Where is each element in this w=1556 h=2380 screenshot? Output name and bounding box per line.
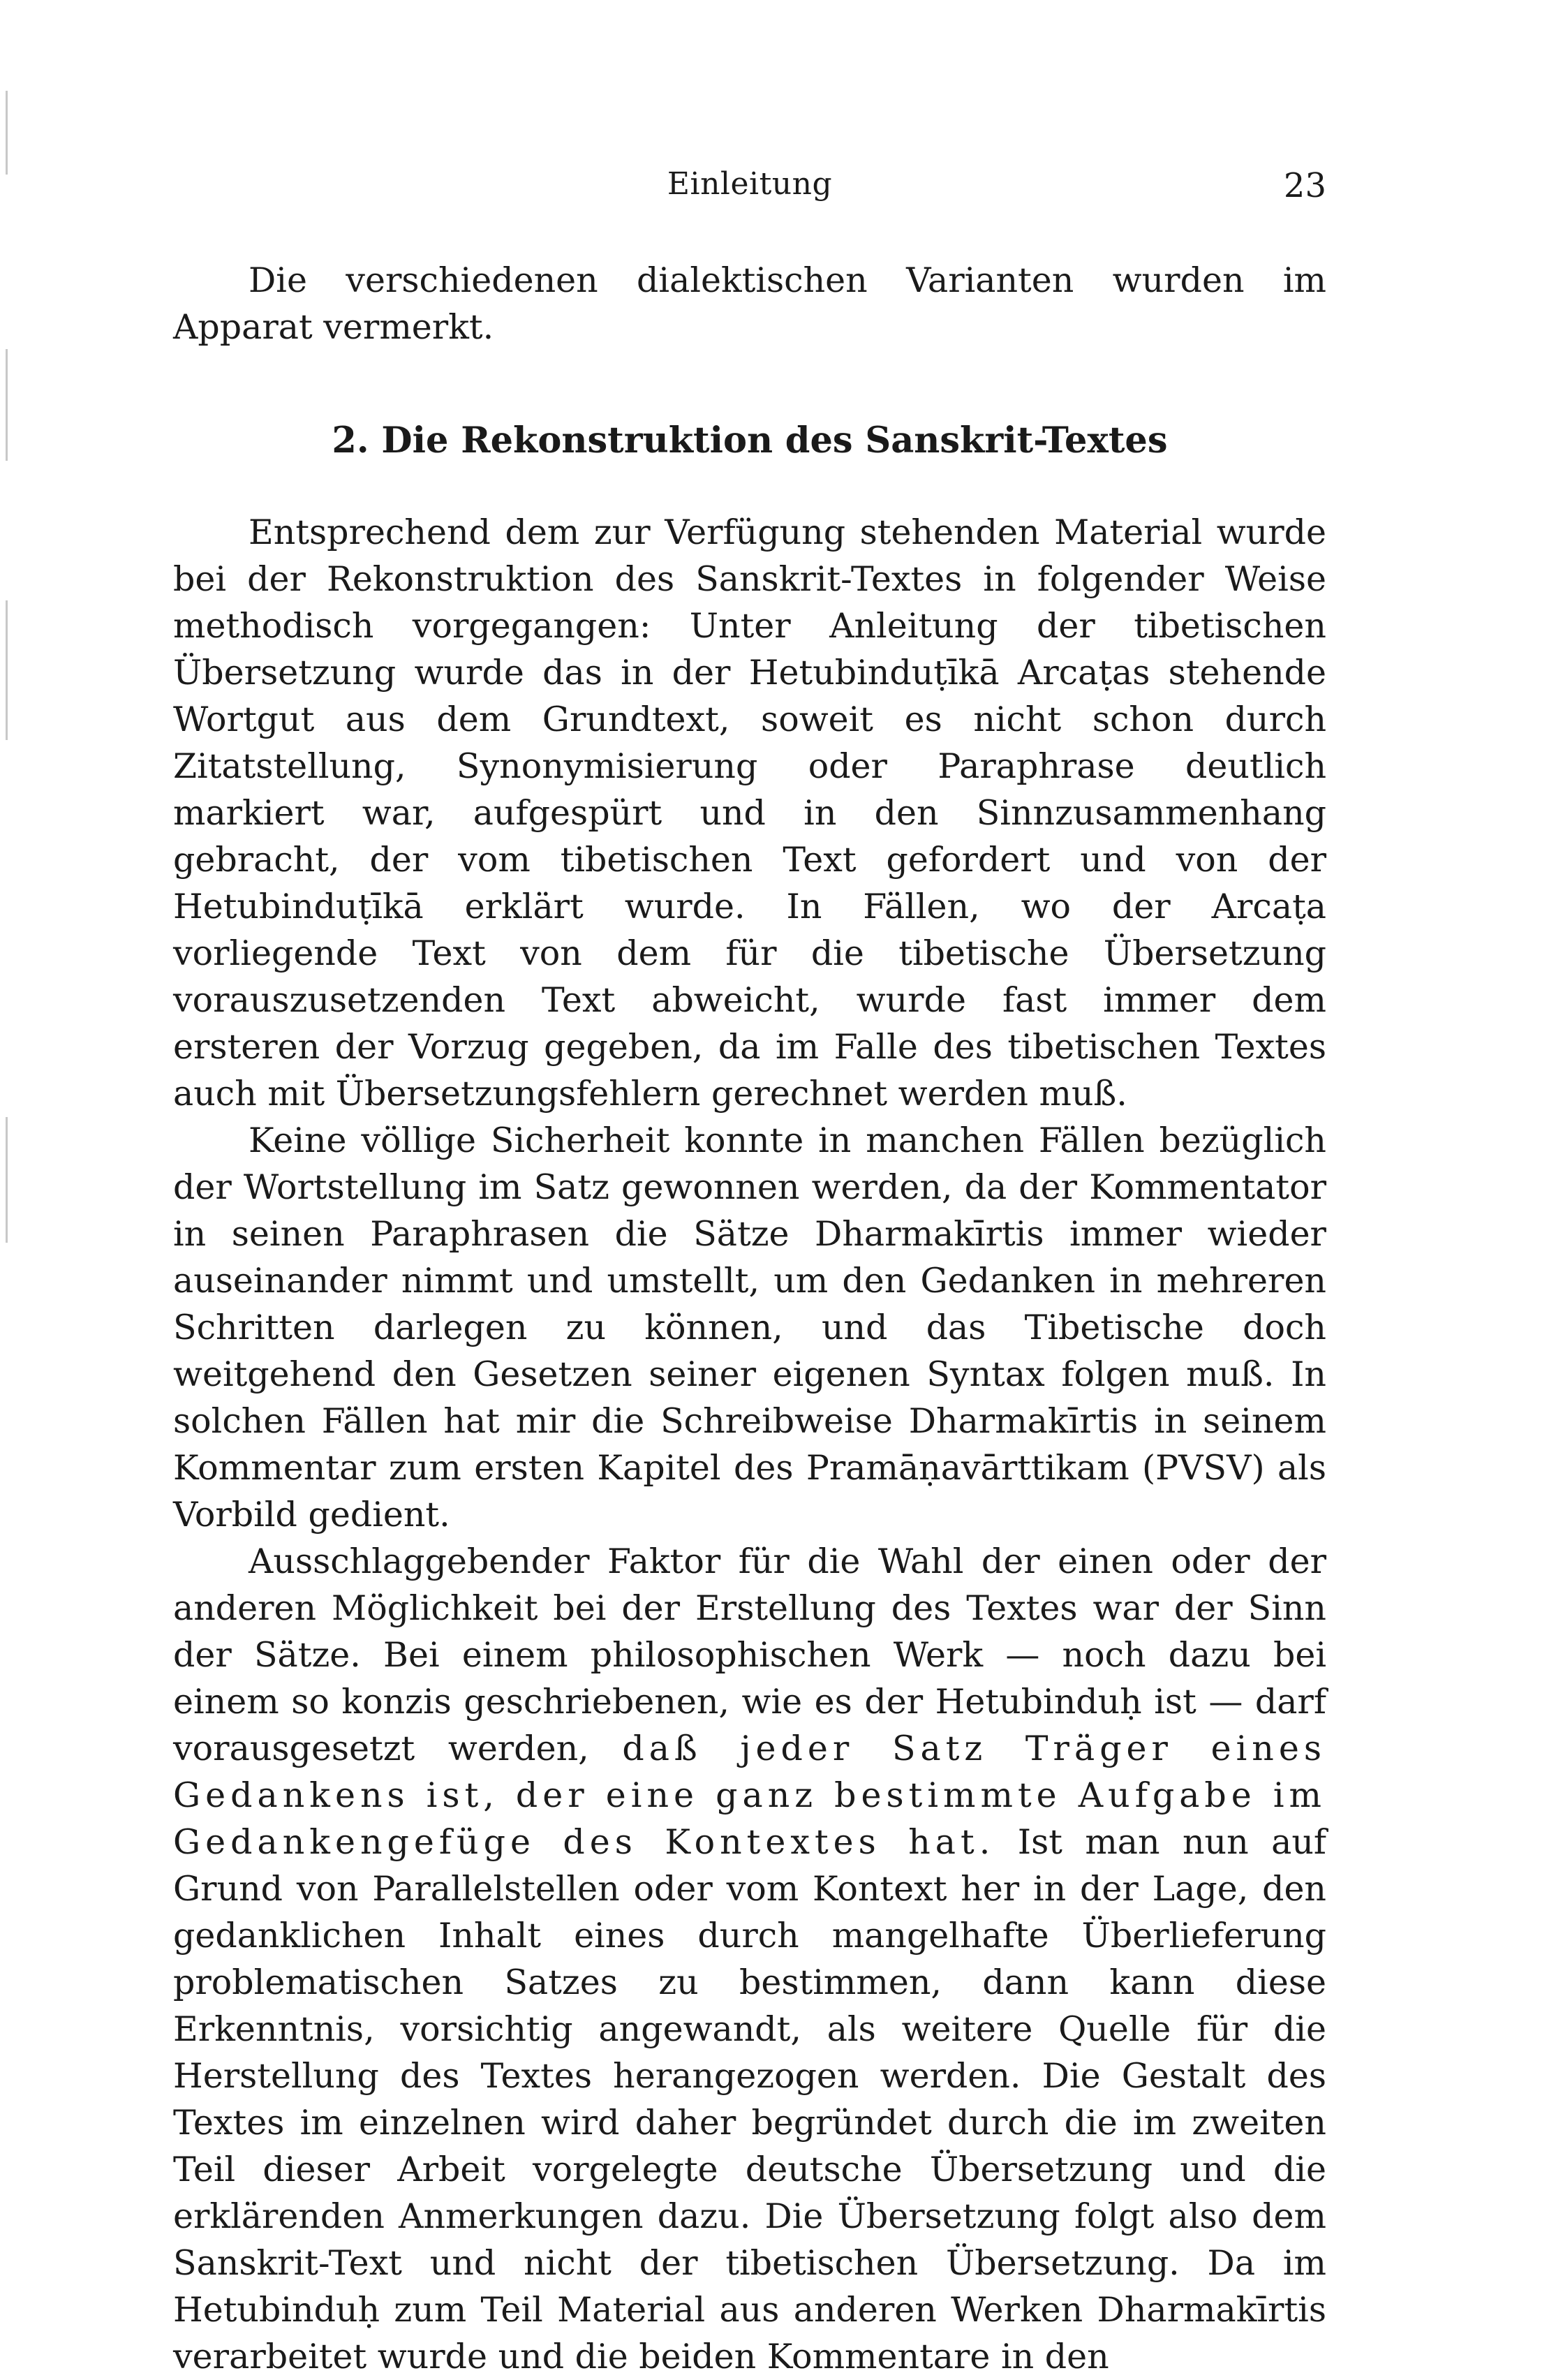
intro-paragraph: Die verschiedenen dialektischen Varianten wurden im Apparat vermerkt.	[173, 260, 1326, 347]
scan-edge-mark	[6, 91, 8, 175]
paragraph-1: Entsprechend dem zur Verfügung stehenden Material wurde bei der Rekonstruktion des Sanskrit-Textes in folgender Weise methodisch vorgegangen: Unter Anleitung der tibetischen Übersetzung wurde das in der Hetubinduṭīkā Arcaṭas stehende Wortgut aus dem Grundtext, soweit es nicht schon durch Zitatstellung, Synonymisierung oder Paraphrase deutlich markiert war, aufgespürt und in den Sinnzusammenhang gebracht, der vom tibetischen Text gefordert und von der Hetubinduṭīkā erklärt wurde. In Fällen, wo der Arcaṭa vorliegende Text von dem für die tibetische Übersetzung vorauszusetzenden Text abweicht, wurde fast immer dem ersteren der Vorzug gegeben, da im Falle des tibetischen Textes auch mit Übersetzungsfehlern gerechnet werden muß.	[173, 512, 1326, 1114]
paragraph-3	[173, 1538, 1326, 2380]
page-number: 23	[1283, 166, 1326, 205]
running-head: Einleitung	[667, 166, 833, 202]
section-heading: 2. Die Rekonstruktion des Sanskrit-Textes	[332, 420, 1168, 461]
page-header	[173, 166, 1326, 222]
scan-edge-mark	[6, 600, 8, 740]
scan-edge-mark	[6, 349, 8, 461]
paragraph-3-emphasis: daß jeder Satz Träger eines Gedankens ist, der eine ganz bestimmte Aufgabe im Gedankengefüge des Kontextes hat.	[173, 1729, 1326, 1862]
scan-edge-mark	[6, 1117, 8, 1243]
paragraph-3-part-1: Ausschlaggebender Faktor für die Wahl der einen oder der anderen Möglichkeit bei der Erstellung des Textes war der Sinn der Sätze. Bei einem philosophischen Werk — noch dazu bei einem so konzis geschriebenen, wie es der Hetubinduḥ ist — darf vorausgesetzt werden,	[173, 1542, 1326, 1768]
paragraph-3-part-2: Ist man nun auf Grund von Parallelstellen oder vom Kontext her in der Lage, den gedanklichen Inhalt eines durch mangelhafte Überlieferung problematischen Satzes zu bestimmen, dann kann diese Erkenntnis, vorsichtig angewandt, als weitere Quelle für die Herstellung des Textes herangezogen werden. Die Gestalt des Textes im einzelnen wird daher begründet durch die im zweiten Teil dieser Arbeit vorgelegte deutsche Übersetzung und die erklärenden Anmerkungen dazu. Die Übersetzung folgt also dem Sanskrit-Text und nicht der tibetischen Übersetzung. Da im Hetubinduḥ zum Teil Material aus anderen Werken Dharmakīrtis verarbeitet wurde und die beiden Kommentare in den	[173, 1822, 1327, 2377]
paragraph-2: Keine völlige Sicherheit konnte in manchen Fällen bezüglich der Wortstellung im Satz gewonnen werden, da der Kommentator in seinen Paraphrasen die Sätze Dharmakīrtis immer wieder auseinander nimmt und umstellt, um den Gedanken in mehreren Schritten darlegen zu können, und das Tibetische doch weitgehend den Gesetzen seiner eigenen Syntax folgen muß. In solchen Fällen hat mir die Schreibweise Dharmakīrtis in seinem Kommentar zum ersten Kapitel des Pramāṇavārttikam (PVSV) als Vorbild gedient.	[173, 1121, 1326, 1535]
body-text	[173, 257, 1326, 2380]
